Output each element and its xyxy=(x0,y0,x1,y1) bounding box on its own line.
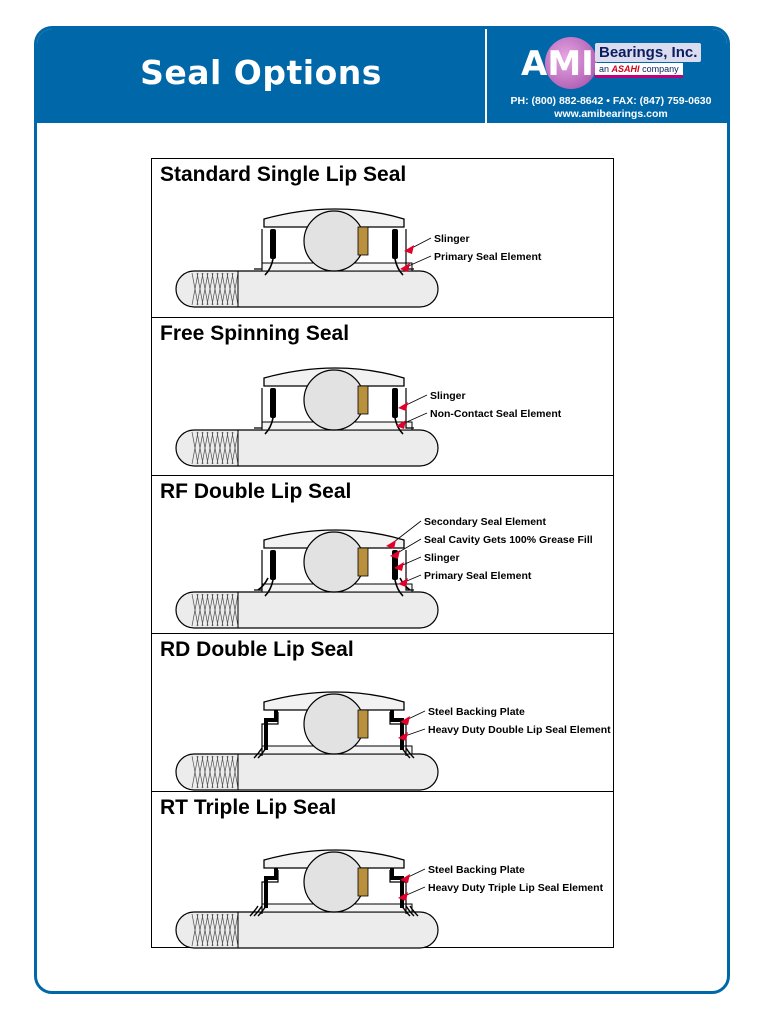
logo-ami-text: AMI xyxy=(521,44,594,84)
bearing-cross-section xyxy=(176,692,438,790)
seal-element xyxy=(392,388,398,418)
section-title: Free Spinning Seal xyxy=(160,322,350,345)
callout-label: Slinger xyxy=(430,390,466,402)
seal-element xyxy=(392,229,398,259)
asahi-prefix: an xyxy=(599,64,610,74)
section-title: RF Double Lip Seal xyxy=(160,480,352,503)
retainer xyxy=(358,386,368,414)
section-standard-single-lip xyxy=(152,159,613,317)
retainer xyxy=(358,227,368,255)
callout-label: Slinger xyxy=(434,233,470,245)
seal-diagram xyxy=(152,634,615,792)
ball xyxy=(304,211,364,271)
contact-phone-fax: PH: (800) 882-8642 • FAX: (847) 759-0630 xyxy=(510,95,712,107)
seal-element xyxy=(270,550,276,580)
ball xyxy=(304,852,364,912)
callout-label: Steel Backing Plate xyxy=(428,864,525,876)
section-title: RT Triple Lip Seal xyxy=(160,796,337,819)
seal-element xyxy=(392,868,402,908)
slinger xyxy=(254,388,262,428)
callout-label: Primary Seal Element xyxy=(434,251,542,263)
section-title: RD Double Lip Seal xyxy=(160,638,354,661)
seal-diagram xyxy=(152,792,615,950)
ball xyxy=(304,532,364,592)
bearing-cross-section xyxy=(176,209,438,307)
seal-options-panel xyxy=(151,158,614,948)
ball xyxy=(304,370,364,430)
seal-element xyxy=(270,229,276,259)
callout-label: Seal Cavity Gets 100% Grease Fill xyxy=(424,534,593,546)
seal-diagram xyxy=(152,159,615,317)
header-bar xyxy=(37,29,727,123)
logo-asahi-tagline xyxy=(595,63,683,78)
asahi-brand: ASAHI xyxy=(611,64,640,74)
company-logo xyxy=(489,29,730,123)
callout-label: Non-Contact Seal Element xyxy=(430,408,562,420)
callout-label: Steel Backing Plate xyxy=(428,706,525,718)
callout-label: Heavy Duty Double Lip Seal Element xyxy=(428,724,611,736)
slinger xyxy=(254,550,262,590)
bearing-cross-section xyxy=(176,850,438,948)
seal-diagram xyxy=(152,318,615,476)
retainer xyxy=(358,868,368,896)
section-rd-double-lip xyxy=(152,633,613,791)
section-rt-triple-lip xyxy=(152,791,613,949)
ball xyxy=(304,694,364,754)
callout-label: Heavy Duty Triple Lip Seal Element xyxy=(428,882,604,894)
seal-diagram xyxy=(152,476,615,634)
section-rf-double-lip xyxy=(152,475,613,633)
page-title: Seal Options xyxy=(140,53,382,92)
asahi-suffix: company xyxy=(642,64,679,74)
logo-bearings-text: Bearings, Inc. xyxy=(595,43,701,62)
website-link[interactable]: www.amibearings.com xyxy=(554,108,668,120)
retainer xyxy=(358,548,368,576)
seal-element xyxy=(266,710,276,750)
section-free-spinning xyxy=(152,317,613,475)
bearing-cross-section xyxy=(176,368,438,466)
header-divider xyxy=(485,29,487,123)
callout-label: Slinger xyxy=(424,552,460,564)
callout-label: Primary Seal Element xyxy=(424,570,532,582)
callout-label: Secondary Seal Element xyxy=(424,516,546,528)
seal-element xyxy=(266,868,276,908)
slinger xyxy=(254,229,262,269)
seal-element xyxy=(270,388,276,418)
bearing-cross-section xyxy=(176,530,438,628)
section-title: Standard Single Lip Seal xyxy=(160,163,407,186)
seal-element xyxy=(392,710,402,750)
retainer xyxy=(358,710,368,738)
